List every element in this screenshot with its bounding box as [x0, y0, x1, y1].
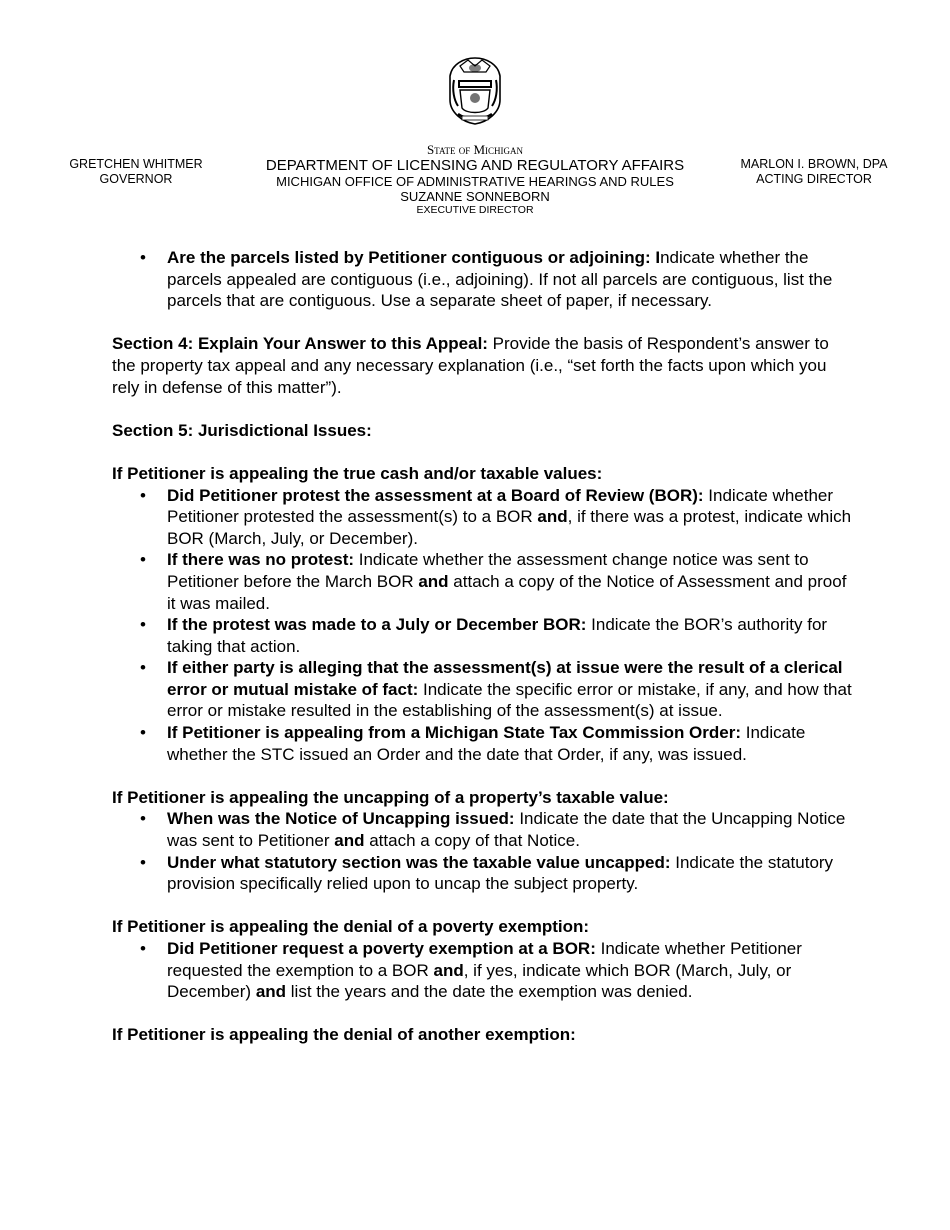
poverty-list [112, 938, 852, 1003]
director-title: ACTING DIRECTOR [756, 171, 872, 186]
item-text: Indicate the statutory provision specifically relied upon to uncap the subject property. [167, 852, 834, 894]
list-item-clerical-error [167, 657, 852, 722]
item-text: ndicate whether the parcels appealed are contiguous (i.e., adjoining). If not all parcels are contiguous, list the parcels that are contiguous. Use a separate sheet of paper, if necessary. [167, 248, 833, 311]
poverty-heading [112, 916, 852, 938]
item-text: attach a copy of that Notice. [364, 831, 580, 851]
uncapping-title: If Petitioner is appealing the uncapping of a property’s taxable value: [112, 787, 669, 807]
section-4-heading: Section 4: Explain Your Answer to this Appeal: [112, 334, 488, 354]
item-text: Indicate the BOR’s authority for taking that action. [167, 615, 828, 656]
item-heading: Are the parcels listed by Petitioner contiguous or adjoining: I [167, 248, 661, 267]
section-4-text: Provide the basis of Respondent’s answer to the property tax appeal and any necessary explanation (i.e., “set forth the facts upon which you rely in defense of this matter”). [112, 334, 829, 397]
governor-name: GRETCHEN WHITMER [69, 157, 203, 171]
item-text: Indicate the specific error or mistake, if any, and how that error or mistake resulted in the establishing of the assessment(s) at issue. [167, 679, 852, 721]
list-item-bor-protest [167, 485, 852, 550]
governor-title: GOVERNOR [99, 171, 173, 186]
other-exemption-heading [112, 1024, 852, 1046]
list-item-contiguous [167, 247, 852, 312]
true-cash-title: If Petitioner is appealing the true cash and/or taxable values: [112, 463, 603, 483]
item-emphasis: and [334, 831, 365, 851]
item-text: Indicate whether the STC issued an Order and the date that Order, if any, was issued. [167, 723, 806, 764]
section-4 [112, 333, 852, 398]
state-seal [446, 56, 504, 126]
item-text: Indicate whether the assessment change notice was sent to Petitioner before the March BOR [167, 550, 809, 591]
list-item-no-protest [167, 549, 852, 614]
true-cash-list [112, 485, 852, 766]
office-name: MICHIGAN OFFICE OF ADMINISTRATIVE HEARINGS AND RULES [276, 174, 674, 189]
contiguous-list [112, 247, 852, 312]
uncapping-heading [112, 787, 852, 809]
list-item-uncapping-notice [167, 808, 852, 851]
section-5-heading [112, 420, 852, 442]
item-text: , if yes, indicate which BOR (March, July, or December) [167, 960, 792, 1002]
item-emphasis: and [537, 507, 568, 527]
item-text: Indicate whether Petitioner requested the exemption to a BOR [167, 939, 802, 980]
agency-block [240, 142, 710, 217]
item-heading: Did Petitioner request a poverty exemption at a BOR: [167, 939, 596, 958]
item-heading: If Petitioner is appealing from a Michigan State Tax Commission Order: [167, 723, 742, 743]
item-text: Indicate whether Petitioner protested the assessment(s) to a BOR [167, 485, 834, 527]
item-text: Indicate the date that the Uncapping Notice was sent to Petitioner [167, 809, 846, 851]
item-emphasis: and [433, 960, 464, 980]
item-heading: If the protest was made to a July or December BOR: [167, 615, 587, 635]
director-block [732, 157, 896, 186]
item-heading: If there was no protest: [167, 550, 355, 570]
item-emphasis: and [255, 982, 287, 1002]
item-text: attach a copy of the Notice of Assessment and proof it was mailed. [167, 571, 847, 613]
true-cash-heading [112, 463, 852, 485]
item-emphasis: and [418, 571, 449, 591]
executive-title: EXECUTIVE DIRECTOR [416, 204, 534, 216]
state-name: State of Michigan [426, 142, 524, 157]
item-text: list the years and the date the exemption was denied. [286, 982, 693, 1002]
document-body [112, 247, 852, 1046]
uncapping-list [112, 808, 852, 894]
director-name: MARLON I. BROWN, DPA [740, 157, 888, 171]
item-text: , if there was a protest, indicate which BOR (March, July, or December). [167, 507, 852, 548]
list-item-statutory-section [167, 852, 852, 895]
executive-name: SUZANNE SONNEBORN [400, 189, 550, 204]
item-heading: If either party is alleging that the assessment(s) at issue were the result of a clerical error or mutual mistake of fact: [167, 658, 843, 699]
list-item-stc-order [167, 722, 852, 765]
other-exemption-title: If Petitioner is appealing the denial of another exemption: [112, 1025, 576, 1045]
item-heading: Under what statutory section was the taxable value uncapped: [167, 852, 671, 872]
department-name: DEPARTMENT OF LICENSING AND REGULATORY AFFAIRS [265, 157, 685, 174]
list-item-poverty-exemption [167, 938, 852, 1003]
item-heading: Did Petitioner protest the assessment at a Board of Review (BOR): [167, 485, 704, 505]
poverty-title: If Petitioner is appealing the denial of a poverty exemption: [112, 917, 590, 937]
list-item-july-december [167, 614, 852, 657]
item-heading: When was the Notice of Uncapping issued: [167, 809, 515, 829]
governor-block [58, 157, 214, 186]
section-5-title: Section 5: Jurisdictional Issues: [112, 420, 372, 440]
